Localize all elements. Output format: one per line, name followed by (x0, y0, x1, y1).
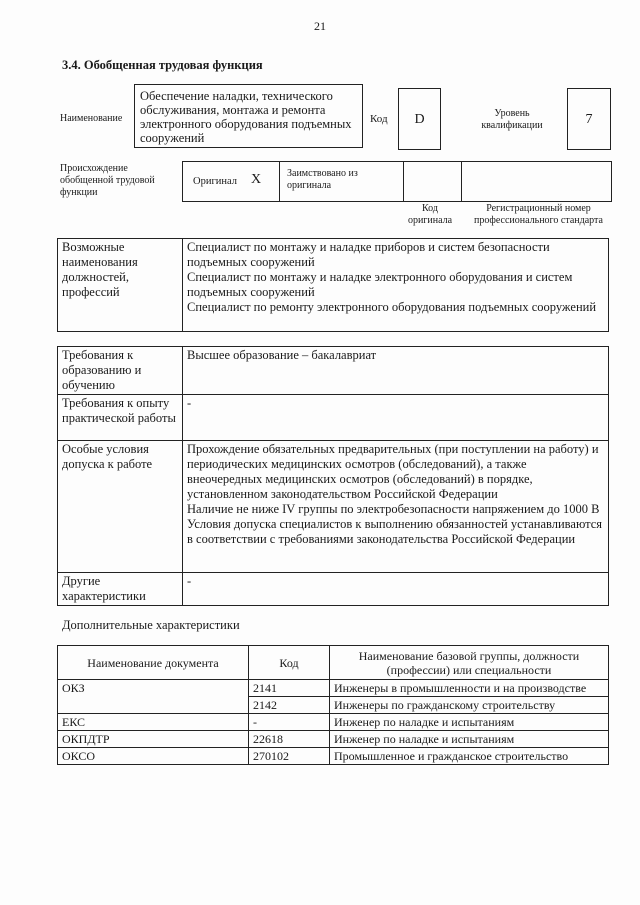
code-label: Код (370, 113, 388, 125)
additional-table (57, 645, 609, 765)
level-label: Уровень квалификации (481, 108, 543, 131)
page-number: 21 (314, 19, 326, 33)
req-line: Прохождение обязательных предварительных (при поступлении на работу) и периодических медицинских осмотров (обследований), а также внеочередных медицинских осмотров (обследований) в порядке, установленном законодательством Российской Федерации (187, 442, 599, 501)
code-cell: 2141 (249, 680, 330, 697)
original-label: Оригинал (193, 176, 237, 187)
doc-cell: ОКПДТР (58, 731, 249, 748)
code-value: D (398, 88, 441, 150)
req-line: Условия допуска специалистов к выполнению обязанностей устанавливаются в соответствии с требованиями законодательства Российской Федерации (187, 517, 603, 546)
name-cell: Промышленное и гражданское строительство (330, 748, 609, 765)
positions-table (57, 238, 609, 332)
req-label: Требования к опыту практической работы (58, 395, 183, 441)
name-cell: Инженеры по гражданскому строительству (330, 697, 609, 714)
req-line: Наличие не ниже IV группы по электробезопасности напряжением до 1000 В (187, 502, 600, 516)
name-cell: Инженер по наладке и испытаниям (330, 731, 609, 748)
name-cell: Инженер по наладке и испытаниям (330, 714, 609, 731)
header-code: Код (249, 646, 330, 680)
code-cell: 22618 (249, 731, 330, 748)
requirements-table (57, 346, 609, 606)
code-original-caption: Код оригинала (407, 203, 453, 226)
code-cell: - (249, 714, 330, 731)
doc-cell: ЕКС (58, 714, 249, 731)
position-item: Специалист по монтажу и наладке приборов и систем безопасности подъемных сооружений (187, 240, 550, 269)
position-item: Специалист по монтажу и наладке электронного оборудования и систем подъемных сооружений (187, 270, 573, 299)
req-label: Требования к образованию и обучению (58, 347, 183, 395)
positions-list (183, 239, 609, 332)
req-value: Высшее образование – бакалавриат (183, 347, 609, 395)
origin-label: Происхождение обобщенной трудовой функции (60, 163, 155, 198)
header-name: Наименование базовой группы, должности (профессии) или специальности (330, 646, 609, 680)
reg-number-caption: Регистрационный номер профессионального стандарта (474, 203, 603, 226)
additional-title: Дополнительные характеристики (62, 618, 240, 632)
level-value: 7 (567, 88, 611, 150)
origin-box (182, 161, 612, 202)
header-doc: Наименование документа (58, 646, 249, 680)
position-item: Специалист по ремонту электронного оборудования подъемных сооружений (187, 300, 597, 314)
doc-cell: ОКСО (58, 748, 249, 765)
code-cell: 270102 (249, 748, 330, 765)
req-value-multi (183, 441, 609, 573)
name-value: Обеспечение наладки, технического обслуживания, монтажа и ремонта электронного оборудования подъемных сооружений (134, 84, 363, 148)
req-value: - (183, 573, 609, 606)
req-label: Другие характеристики (58, 573, 183, 606)
name-cell: Инженеры в промышленности и на производстве (330, 680, 609, 697)
code-cell: 2142 (249, 697, 330, 714)
req-label: Особые условия допуска к работе (58, 441, 183, 573)
borrowed-label: Заимствовано из оригинала (287, 168, 358, 191)
positions-label: Возможные наименования должностей, профессий (58, 239, 183, 332)
doc-cell: ОКЗ (58, 680, 249, 714)
original-mark: X (251, 172, 262, 187)
req-value: - (183, 395, 609, 441)
section-heading: 3.4. Обобщенная трудовая функция (62, 58, 263, 72)
name-label: Наименование (60, 113, 123, 124)
